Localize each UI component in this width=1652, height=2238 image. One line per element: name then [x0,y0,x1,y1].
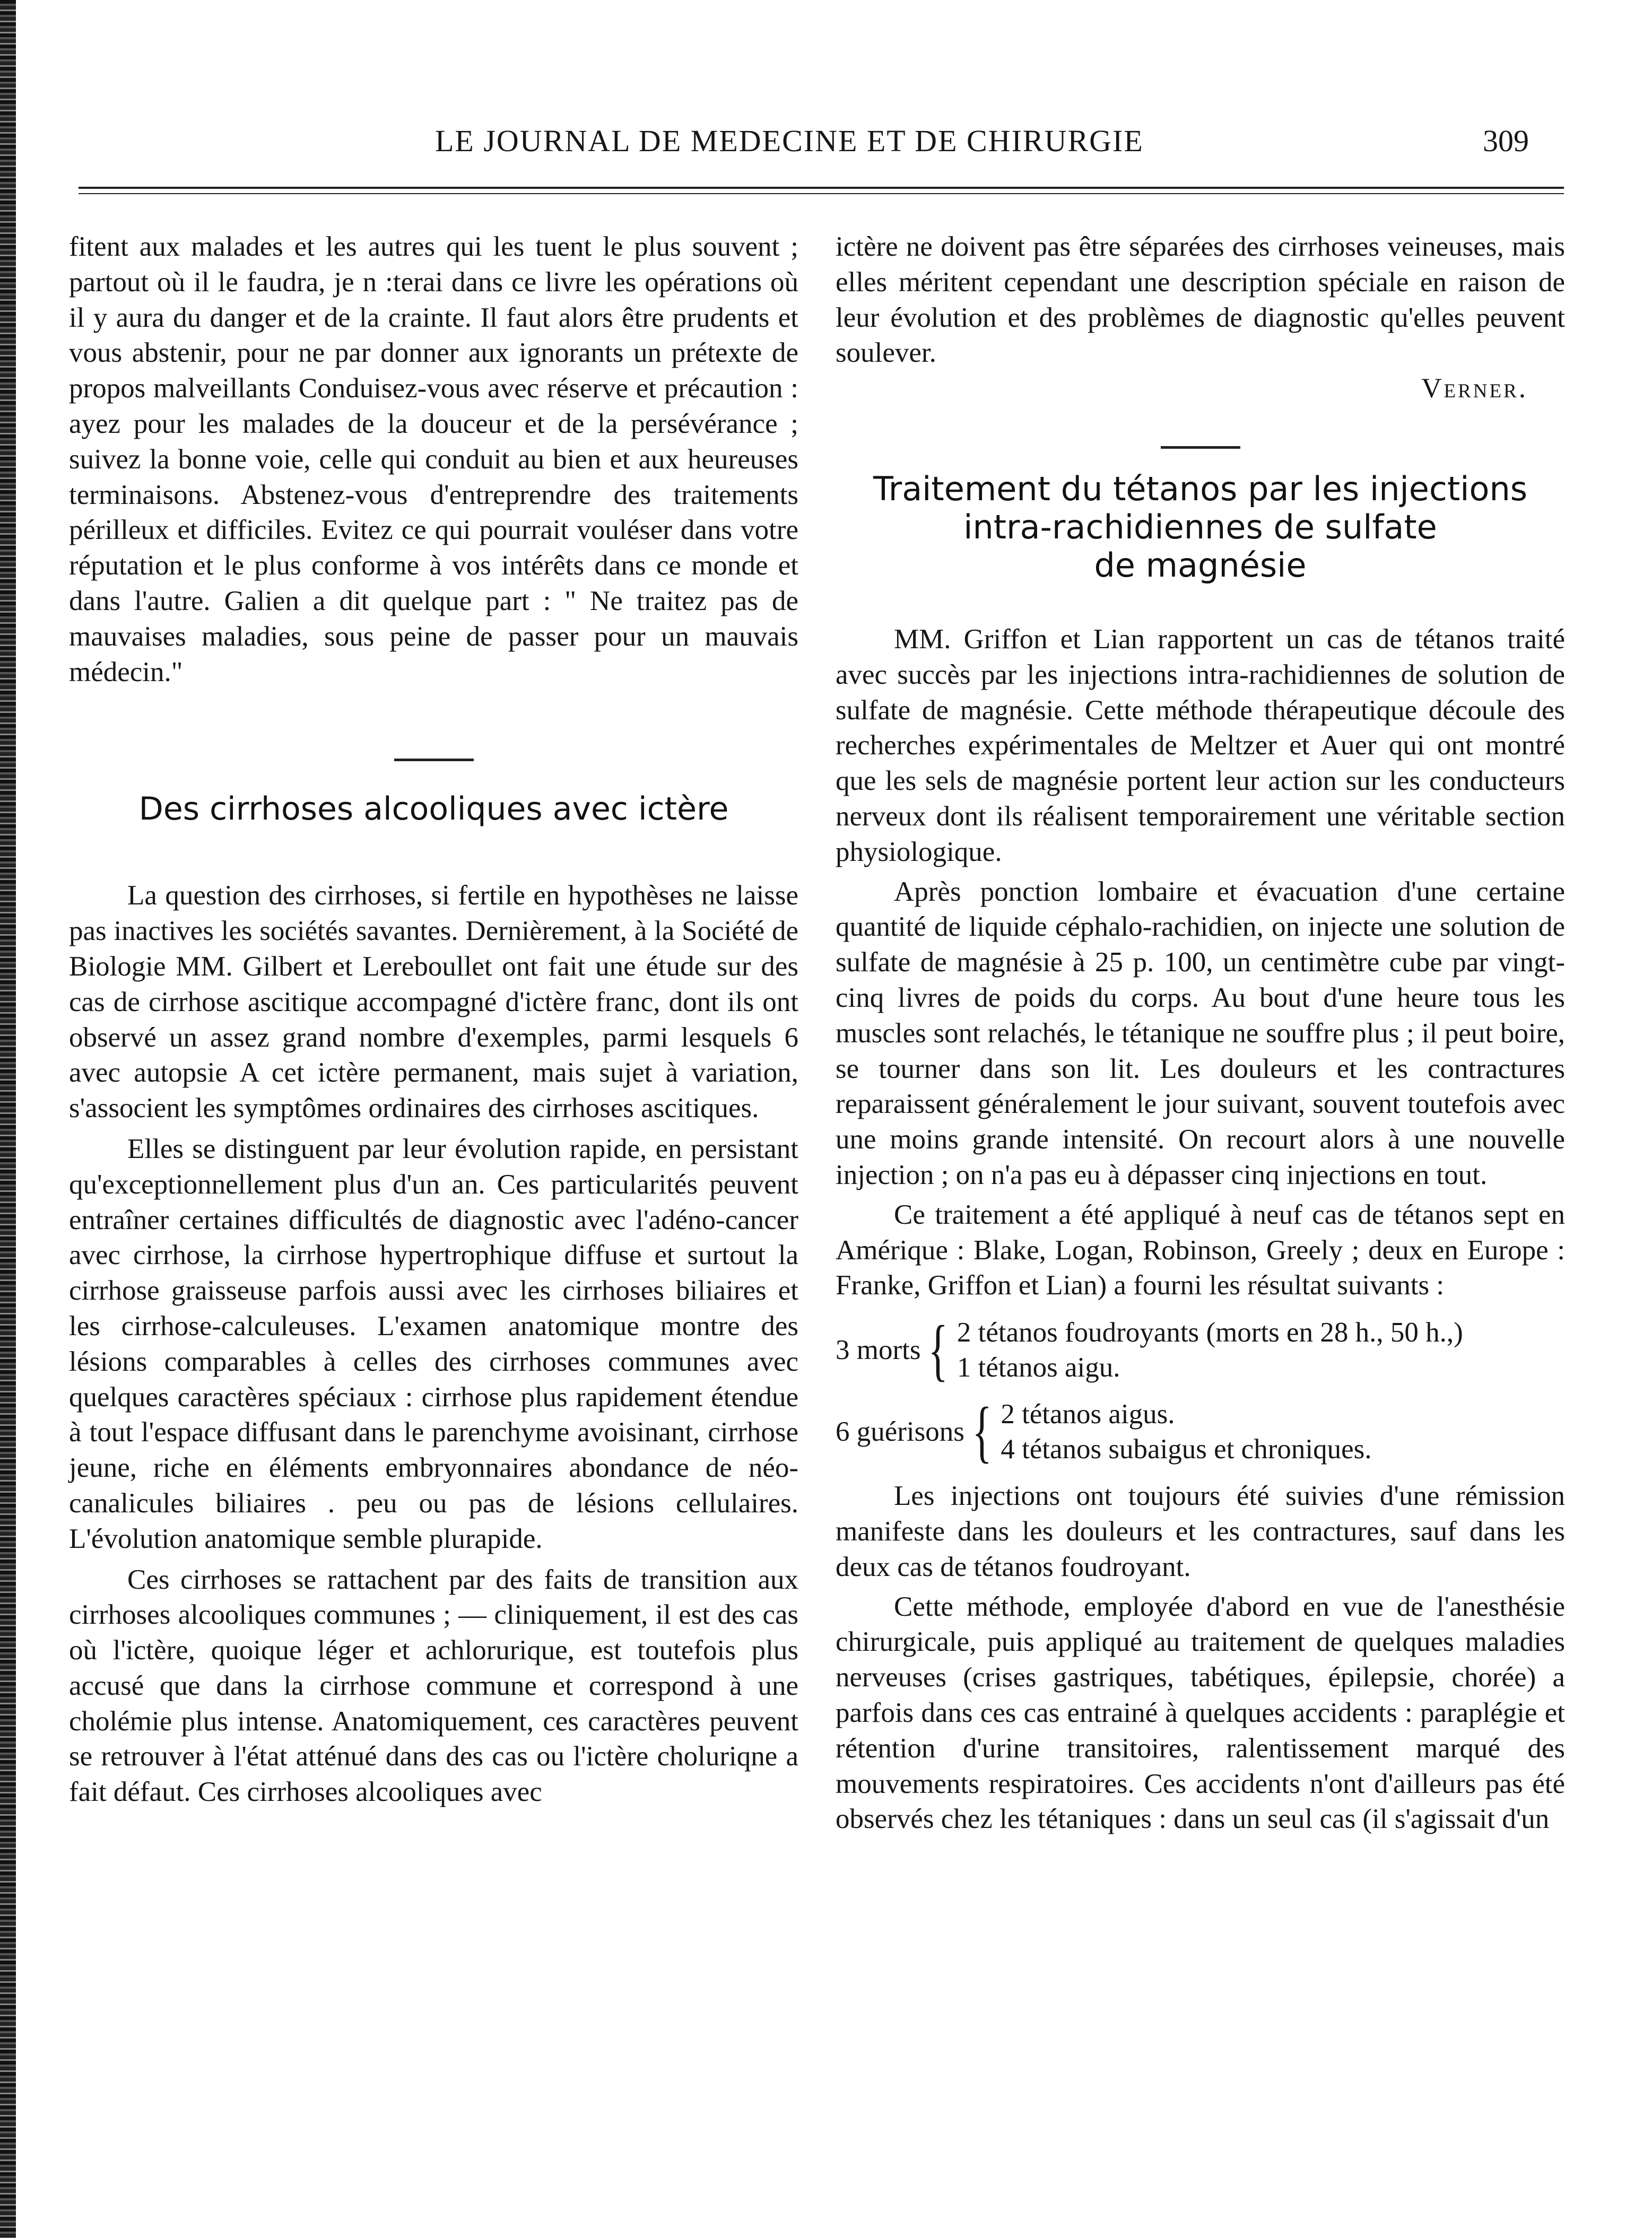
article-title-line: de magnésie [1094,545,1307,585]
section-separator [394,759,474,761]
article-paragraph: La question des cirrhoses, si fertile en hypothèses ne laisse pas inactives les sociétés savantes. Dernièrement, à la Société de Biologie MM. Gilbert et Lereboullet ont fait une étude sur des cas de cirrhose ascitique accompagné d'ictère franc, dont ils ont observé un assez grand nombre d'exemples, parmi lesquels 6 avec autopsie A cet ictère permanent, mais sujet à variation, s'associent les symptômes ordinaires des cirrhoses ascitiques. [69,880,798,1124]
author-signature: Verner. [1421,373,1528,404]
article-body [69,878,798,1810]
continued-paragraph: fitent aux malades et les autres qui les tuent le plus souvent ; partout où il le faudra, je n :terai dans ce livre les opérations où il y aura du danger et de la crainte. Il faut alors être prudents et vous abstenir, pour ne par donner aux ignorants un prétexte de propos malveillants Conduisez-vous avec réserve et précaution : ayez pour les malades de la douceur et de la persévérance ; suivez la bonne voie, celle qui conduit au bien et aux heureuses terminaisons. Abstenez-vous d'entreprendre des traitements périlleux et difficiles. Evitez ce qui pourrait vouléser dans votre réputation et le plus conforme à vos intérêts dans ce monde et dans l'autre. Galien a dit quelque part : " Ne traitez pas de mauvaises maladies, sous peine de passer pour un mauvais médecin." [69,231,798,687]
stat-item: 2 tétanos aigus. [1001,1399,1175,1430]
journal-title: LE JOURNAL DE MEDECINE ET DE CHIRURGIE [435,124,1144,158]
article-body [836,622,1565,1837]
header-rule-thin [79,193,1564,194]
stat-item: 2 tétanos foudroyants (morts en 28 h., 50 h.,) [957,1317,1463,1348]
stat-group-deaths [836,1312,1565,1389]
article-paragraph: MM. Griffon et Lian rapportent un cas de tétanos traité avec succès par les injections intra-rachidiennes de solution de sulfate de magnésie. Cette méthode thérapeutique découle des recherches expérimentales de Meltzer et Auer qui ont montré que les sels de magnésie portent leur action sur les conducteurs nerveux dont ils réalisent temporairement une véritable section physiologique. [836,623,1565,867]
header-rule [79,187,1564,189]
right-column [836,229,1565,1837]
stat-item: 1 tétanos aigu. [957,1352,1120,1383]
running-header [0,123,1652,166]
article-paragraph: Ce traitement a été appliqué à neuf cas de tétanos sept en Amérique : Blake, Logan, Robinson, Greely ; deux en Europe : Franke, Griffon et Lian) a fourni les résultat suivants : [836,1199,1565,1301]
article-paragraph: Elles se distinguent par leur évolution rapide, en persistant qu'exceptionnellement plus d'un an. Ces particularités peuvent entraîner certaines difficultés de diagnostic avec l'adéno-cancer avec cirrhose, la cirrhose hypertrophique diffuse et surtout la cirrhose graisseuse parfois aussi avec les cirrhoses biliaires et les cirrhose-calculeuses. L'examen anatomique montre des lésions comparables à celles des cirrhoses communes avec quelques caractères spéciaux : cirrhose plus rapidement étendue à tout l'espace diffusant dans le parenchyme avoisinant, cirrhose jeune, riche en éléments embryonnaires abondance de néo-canalicules biliaires . peu ou pas de lésions cellulaires. L'évolution anatomique semble plurapide. [69,1133,798,1554]
article-paragraph: Après ponction lombaire et évacuation d'une certaine quantité de liquide céphalo-rachidien, on injecte une solution de sulfate de magnésie à 25 p. 100, un centimètre cube par vingt-cinq livres de poids du corps. Au bout d'une heure tous les muscles sont relachés, le tétanique ne souffre plus ; il peut boire, se tourner dans son lit. Les douleurs et les contractures reparaissent généralement le jour suivant, souvent toutefois avec une moins grande intensité. On recourt alors à une nouvelle injection ; on n'a pas eu à dépasser cinq injections en tout. [836,876,1565,1190]
brace-glyph: { [928,1312,949,1389]
stat-items [1001,1397,1371,1467]
results-table [836,1312,1565,1470]
book-binding-edge [0,0,16,2238]
section-separator [1161,446,1240,449]
brace-glyph: { [972,1394,992,1470]
stat-items [957,1315,1463,1385]
article-title-block [836,470,1565,585]
article-title: Des cirrhoses alcooliques avec ictère [138,790,729,828]
article-paragraph: Ces cirrhoses se rattachent par des faits de transition aux cirrhoses alcooliques communes ; — cliniquement, il est des cas où l'ictère, quoique léger et achlorurique, est toutefois plus accusé que dans la cirrhose commune et correspond à une cholémie plus intense. Anatomiquement, ces caractères peuvent se retrouver à l'état atténué dans des cas ou l'ictère choluriqne a fait défaut. Ces cirrhoses alcooliques avec [69,1564,798,1808]
stat-group-recoveries [836,1394,1565,1470]
left-column [69,229,798,1810]
article-title-line: intra-rachidiennes de sulfate [963,507,1437,546]
article-paragraph: Cette méthode, employée d'abord en vue de l'anesthésie chirurgicale, puis appliqué au traitement de quelques maladies nerveuses (crises gastriques, tabétiques, épilepsie, chorée) a parfois dans ces cas entrainé à quelques accidents : paraplégie et rétention d'urine transitoires, ralentissement marqué des mouvements respiratoires. Ces accidents n'ont d'ailleurs pas été observés chez les tétaniques : dans un seul cas (il s'agissait d'un [836,1591,1565,1835]
stat-label: 3 morts [836,1335,921,1366]
stat-item: 4 tétanos subaigus et chroniques. [1001,1434,1372,1465]
article-paragraph: Les injections ont toujours été suivies d'une rémission manifeste dans les douleurs et les contractures, sauf dans les deux cas de tétanos foudroyant. [836,1481,1565,1582]
page-number: 309 [1483,124,1529,158]
article-title-line: Traitement du tétanos par les injections [873,469,1528,508]
continued-paragraph: ictère ne doivent pas être séparées des cirrhoses veineuses, mais elles méritent cependant une description spéciale en raison de leur évolution et des problèmes de diagnostic qu'elles peuvent soulever. [836,231,1565,369]
stat-label: 6 guérisons [836,1416,964,1448]
